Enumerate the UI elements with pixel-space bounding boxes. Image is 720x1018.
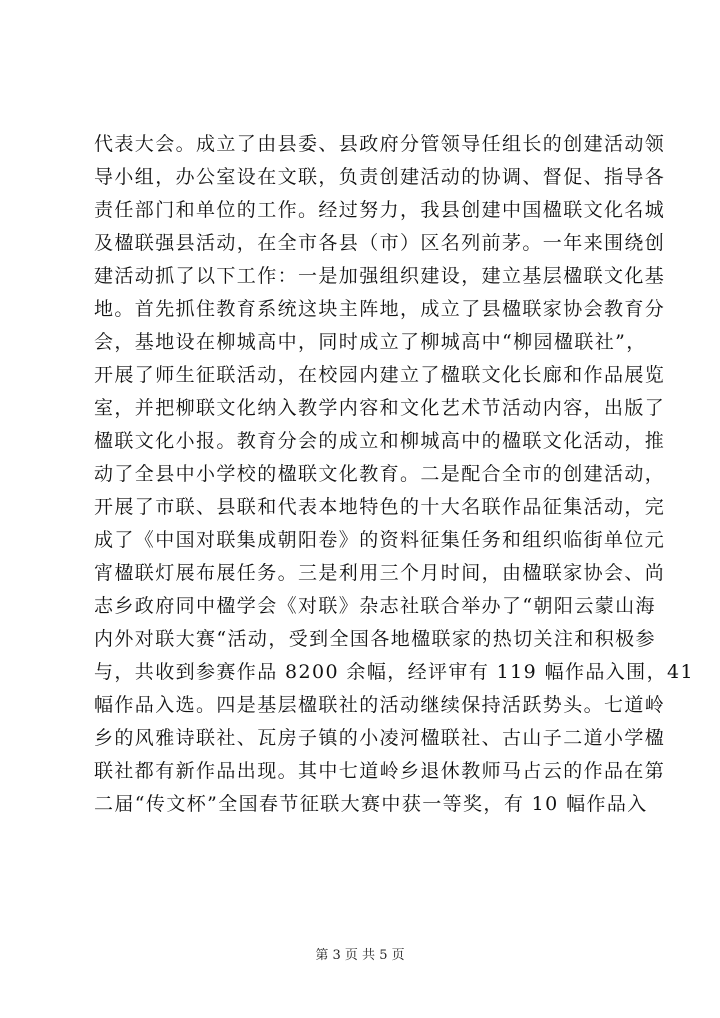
text-line: 建活动抓了以下工作：一是加强组织建设，建立基层楹联文化基 [94, 265, 666, 287]
body-text [94, 128, 694, 821]
text-line: 成了《中国对联集成朝阳卷》的资料征集任务和组织临街单位元 [94, 529, 666, 551]
text-line: 与，共收到参赛作品 8200 余幅，经评审有 119 幅作品入围，41 [94, 661, 694, 683]
text-line: 责任部门和单位的工作。经过努力，我县创建中国楹联文化名城 [94, 199, 666, 221]
page-number-footer: 第 3 页 共 5 页 [315, 948, 405, 963]
text-line: 幅作品入选。四是基层楹联社的活动继续保持活跃势头。七道岭 [94, 694, 666, 716]
text-line: 导小组，办公室设在文联，负责创建活动的协调、督促、指导各 [94, 166, 666, 188]
text-line: 开展了市联、县联和代表本地特色的十大名联作品征集活动，完 [94, 496, 666, 518]
text-line: 及楹联强县活动，在全市各县（市）区名列前茅。一年来围绕创 [94, 232, 666, 254]
text-line: 内外对联大赛“活动，受到全国各地楹联家的热切关注和积极参 [94, 628, 656, 650]
text-line: 代表大会。成立了由县委、县政府分管领导任组长的创建活动领 [94, 133, 666, 155]
text-line: 联社都有新作品出现。其中七道岭乡退休教师马占云的作品在第 [94, 760, 666, 782]
text-line: 志乡政府同中楹学会《对联》杂志社联合举办了“朝阳云蒙山海 [94, 595, 656, 617]
text-line: 会，基地设在柳城高中，同时成立了柳城高中“柳园楹联社”， [94, 331, 647, 353]
text-line: 乡的风雅诗联社、瓦房子镇的小凌河楹联社、古山子二道小学楹 [94, 727, 666, 749]
text-line: 室，并把柳联文化纳入教学内容和文化艺术节活动内容，出版了 [94, 397, 666, 419]
text-line: 地。首先抓住教育系统这块主阵地，成立了县楹联家协会教育分 [94, 298, 666, 320]
text-line: 二届“传文杯”全国春节征联大赛中获一等奖，有 10 幅作品入 [94, 793, 648, 815]
text-line: 开展了师生征联活动，在校园内建立了楹联文化长廊和作品展览 [94, 364, 666, 386]
text-line: 动了全县中小学校的楹联文化教育。二是配合全市的创建活动， [94, 463, 666, 485]
text-line: 楹联文化小报。教育分会的成立和柳城高中的楹联文化活动，推 [94, 430, 666, 452]
text-line: 宵楹联灯展布展任务。三是利用三个月时间，由楹联家协会、尚 [94, 562, 666, 584]
